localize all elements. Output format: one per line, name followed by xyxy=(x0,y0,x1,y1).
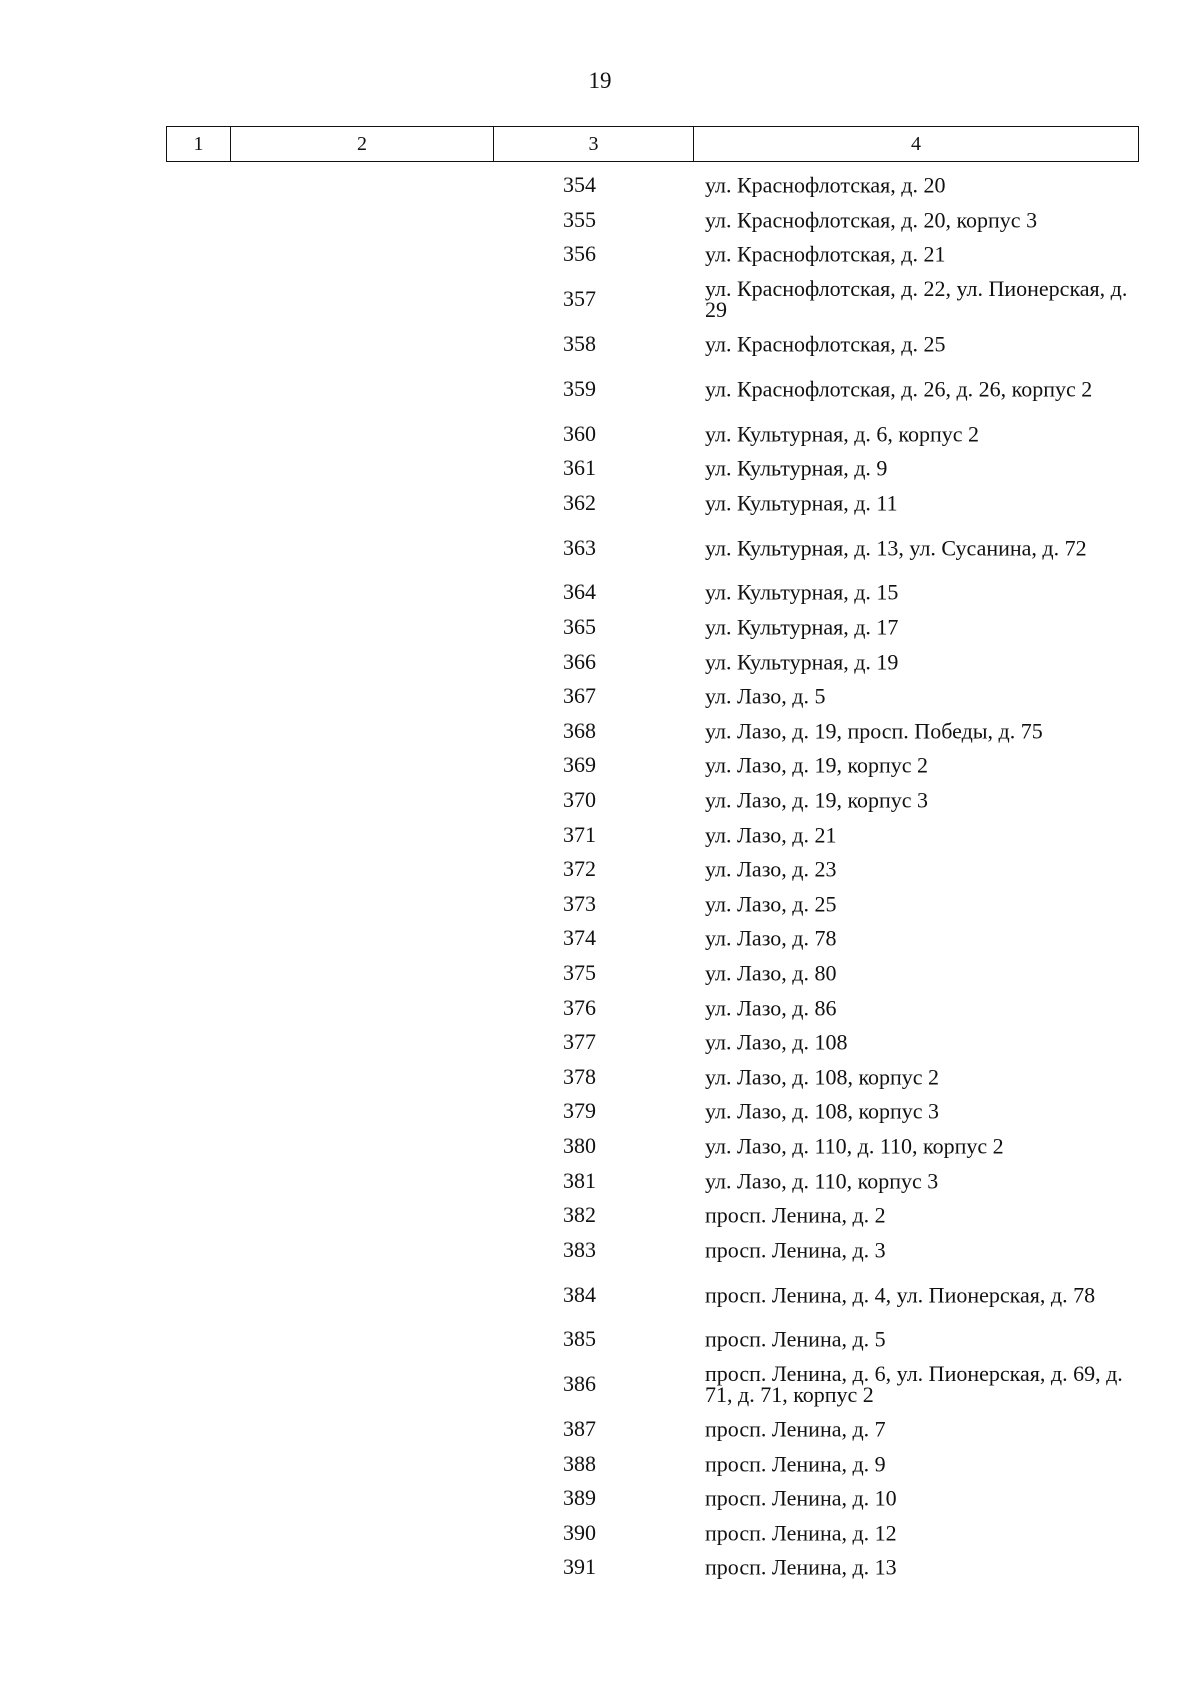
row-address: просп. Ленина, д. 4, ул. Пионерская, д. 78 xyxy=(705,1282,1096,1308)
row-address: просп. Ленина, д. 13 xyxy=(705,1554,897,1580)
header-col-1: 1 xyxy=(167,127,231,161)
row-address: ул. Лазо, д. 110, д. 110, корпус 2 xyxy=(705,1133,1004,1159)
row-address: ул. Лазо, д. 110, корпус 3 xyxy=(705,1168,939,1194)
row-number: 371 xyxy=(563,821,596,847)
row-address: ул. Лазо, д. 19, корпус 2 xyxy=(705,752,929,778)
row-address: ул. Лазо, д. 108, корпус 2 xyxy=(705,1064,940,1090)
row-address: ул. Лазо, д. 86 xyxy=(705,995,837,1021)
row-number: 369 xyxy=(563,752,596,778)
table-row xyxy=(0,956,1200,991)
row-number: 375 xyxy=(563,959,596,985)
table-row xyxy=(0,714,1200,749)
row-address: ул. Культурная, д. 9 xyxy=(705,455,888,481)
table-row xyxy=(0,1267,1200,1322)
row-number: 374 xyxy=(563,925,596,951)
row-address: ул. Лазо, д. 23 xyxy=(705,856,837,882)
row-number: 376 xyxy=(563,994,596,1020)
row-address: ул. Культурная, д. 11 xyxy=(705,490,898,516)
row-number: 362 xyxy=(563,489,596,515)
row-number: 382 xyxy=(563,1202,596,1228)
table-row xyxy=(0,416,1200,451)
table-row xyxy=(0,168,1200,203)
row-number: 361 xyxy=(563,455,596,481)
row-number: 377 xyxy=(563,1029,596,1055)
row-address: ул. Культурная, д. 17 xyxy=(705,614,899,640)
row-address: ул. Краснофлотская, д. 20 xyxy=(705,172,946,198)
table-row xyxy=(0,327,1200,362)
table-row xyxy=(0,520,1200,575)
row-address: просп. Ленина, д. 6, ул. Пионерская, д. 69, д. 71, д. 71, корпус 2 xyxy=(705,1361,1123,1408)
row-number: 354 xyxy=(563,172,596,198)
row-number: 390 xyxy=(563,1519,596,1545)
row-number: 373 xyxy=(563,890,596,916)
row-address: ул. Лазо, д. 78 xyxy=(705,925,837,951)
table-row xyxy=(0,1232,1200,1267)
table-row xyxy=(0,1357,1200,1412)
row-number: 379 xyxy=(563,1098,596,1124)
table-row xyxy=(0,852,1200,887)
row-number: 363 xyxy=(563,534,596,560)
table-header xyxy=(166,126,1139,162)
row-number: 364 xyxy=(563,579,596,605)
table-row xyxy=(0,486,1200,521)
row-address: просп. Ленина, д. 12 xyxy=(705,1520,897,1546)
table-row xyxy=(0,1322,1200,1357)
row-address: просп. Ленина, д. 10 xyxy=(705,1485,897,1511)
row-number: 370 xyxy=(563,787,596,813)
row-address: ул. Краснофлотская, д. 25 xyxy=(705,331,946,357)
row-number: 381 xyxy=(563,1167,596,1193)
row-address: ул. Лазо, д. 80 xyxy=(705,960,837,986)
row-address: ул. Культурная, д. 13, ул. Сусанина, д. 72 xyxy=(705,535,1087,561)
table-row xyxy=(0,887,1200,922)
table-row xyxy=(0,1481,1200,1516)
table-row xyxy=(0,272,1200,327)
table-row xyxy=(0,575,1200,610)
row-address: ул. Краснофлотская, д. 22, ул. Пионерская, д. 29 xyxy=(705,276,1128,323)
table-row xyxy=(0,203,1200,238)
row-address: просп. Ленина, д. 2 xyxy=(705,1202,886,1228)
row-address: ул. Лазо, д. 25 xyxy=(705,891,837,917)
row-address: ул. Лазо, д. 21 xyxy=(705,822,837,848)
table-row xyxy=(0,1550,1200,1585)
table-row xyxy=(0,1059,1200,1094)
row-number: 372 xyxy=(563,856,596,882)
row-address: ул. Культурная, д. 15 xyxy=(705,579,899,605)
row-address: ул. Краснофлотская, д. 21 xyxy=(705,241,946,267)
row-number: 386 xyxy=(563,1371,596,1397)
row-address: просп. Ленина, д. 9 xyxy=(705,1451,886,1477)
row-address: просп. Ленина, д. 3 xyxy=(705,1237,886,1263)
row-number: 368 xyxy=(563,717,596,743)
row-number: 380 xyxy=(563,1132,596,1158)
header-col-3: 3 xyxy=(494,127,694,161)
row-number: 385 xyxy=(563,1326,596,1352)
address-list xyxy=(0,168,1200,1585)
row-number: 355 xyxy=(563,206,596,232)
row-number: 384 xyxy=(563,1281,596,1307)
table-row xyxy=(0,1129,1200,1164)
row-address: ул. Краснофлотская, д. 26, д. 26, корпус 2 xyxy=(705,376,1093,402)
table-row xyxy=(0,1515,1200,1550)
table-row xyxy=(0,1446,1200,1481)
table-row xyxy=(0,1094,1200,1129)
row-address: ул. Лазо, д. 108 xyxy=(705,1029,848,1055)
table-row xyxy=(0,1025,1200,1060)
row-address: ул. Культурная, д. 19 xyxy=(705,649,899,675)
row-number: 367 xyxy=(563,683,596,709)
page-number: 19 xyxy=(588,68,612,93)
table-row xyxy=(0,1163,1200,1198)
row-number: 387 xyxy=(563,1415,596,1441)
row-number: 365 xyxy=(563,614,596,640)
table-row xyxy=(0,361,1200,416)
row-address: ул. Лазо, д. 19, корпус 3 xyxy=(705,787,929,813)
row-number: 359 xyxy=(563,375,596,401)
table-row xyxy=(0,679,1200,714)
table-row xyxy=(0,817,1200,852)
table-row xyxy=(0,451,1200,486)
row-address: ул. Краснофлотская, д. 20, корпус 3 xyxy=(705,207,1038,233)
row-number: 360 xyxy=(563,420,596,446)
row-address: ул. Культурная, д. 6, корпус 2 xyxy=(705,421,980,447)
header-col-4: 4 xyxy=(911,132,921,155)
row-address: ул. Лазо, д. 19, просп. Победы, д. 75 xyxy=(705,718,1043,744)
row-address: ул. Лазо, д. 5 xyxy=(705,683,826,709)
row-number: 388 xyxy=(563,1450,596,1476)
table-row xyxy=(0,1412,1200,1447)
table-row xyxy=(0,644,1200,679)
header-col-2: 2 xyxy=(231,127,494,161)
table-row xyxy=(0,783,1200,818)
table-row xyxy=(0,748,1200,783)
row-number: 378 xyxy=(563,1063,596,1089)
row-address: просп. Ленина, д. 5 xyxy=(705,1326,886,1352)
row-number: 383 xyxy=(563,1236,596,1262)
table-row xyxy=(0,990,1200,1025)
row-address: просп. Ленина, д. 7 xyxy=(705,1416,886,1442)
row-number: 358 xyxy=(563,331,596,357)
row-number: 391 xyxy=(563,1554,596,1580)
table-row xyxy=(0,1198,1200,1233)
row-number: 356 xyxy=(563,241,596,267)
table-row xyxy=(0,237,1200,272)
row-number: 366 xyxy=(563,648,596,674)
table-row xyxy=(0,610,1200,645)
table-row xyxy=(0,921,1200,956)
row-number: 389 xyxy=(563,1485,596,1511)
row-address: ул. Лазо, д. 108, корпус 3 xyxy=(705,1098,940,1124)
row-number: 357 xyxy=(563,286,596,312)
